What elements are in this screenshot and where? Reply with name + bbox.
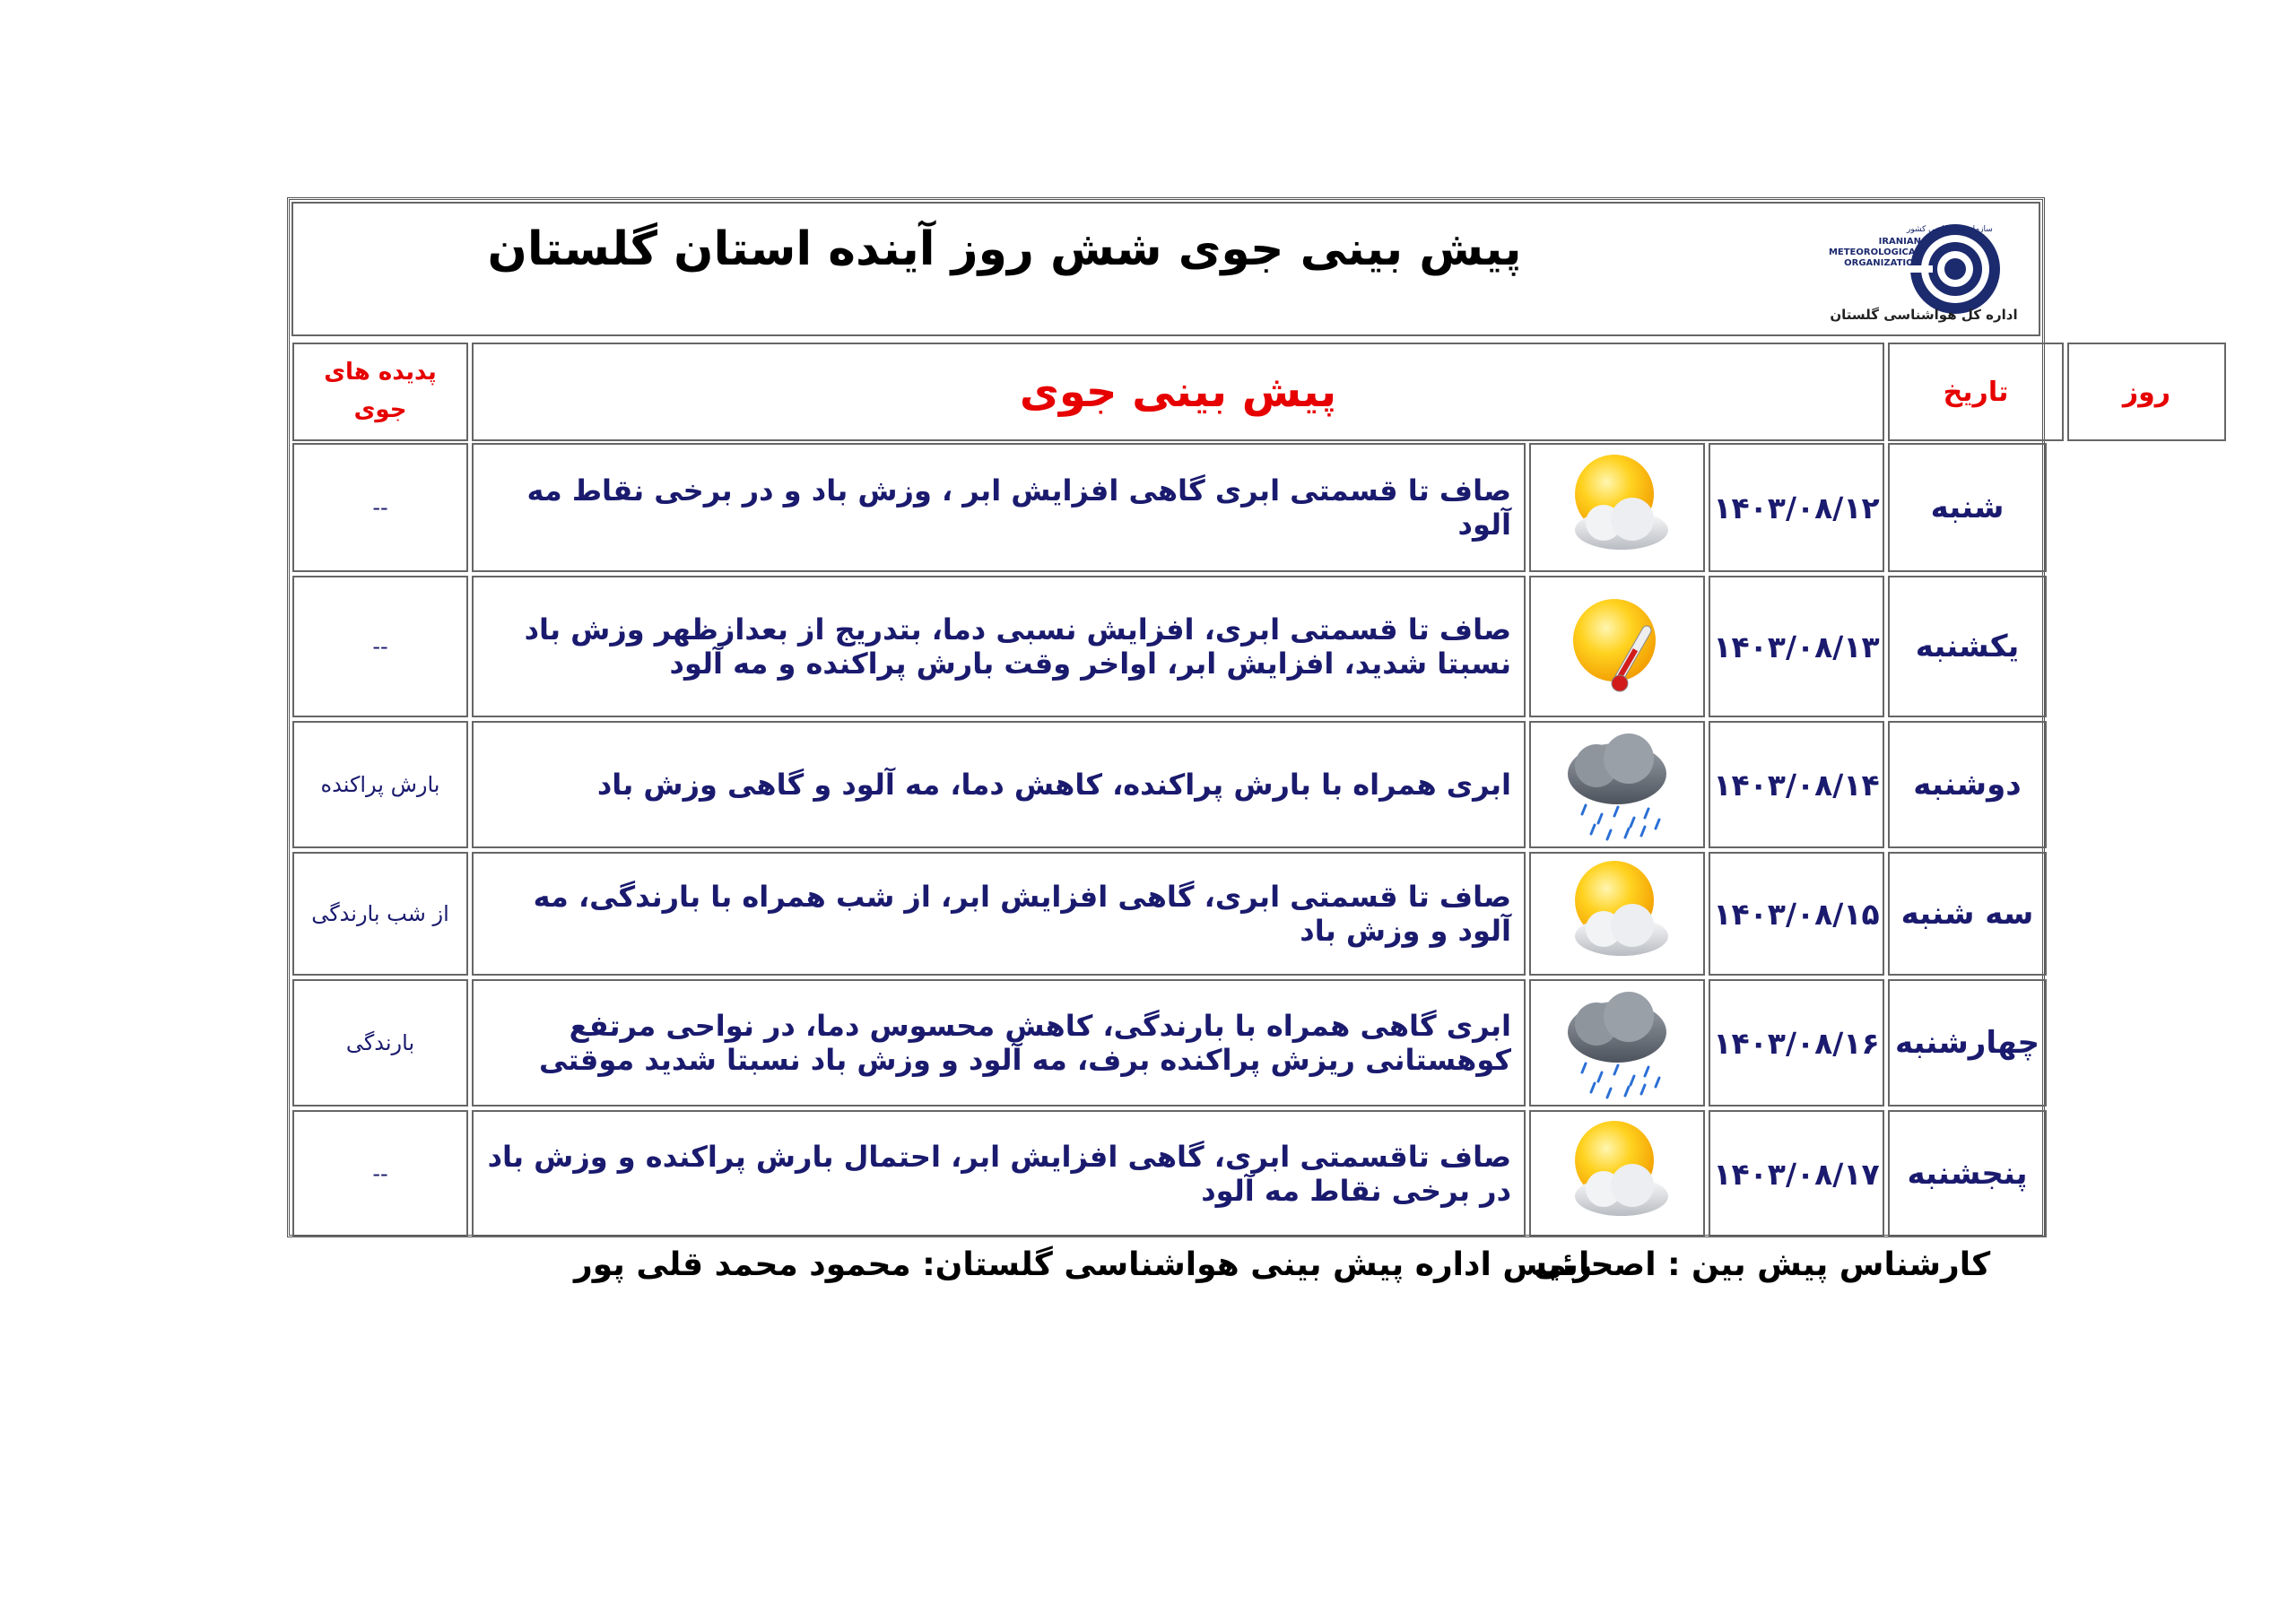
weather-icon-cell bbox=[1529, 979, 1705, 1107]
day-cell: شنبه bbox=[1888, 443, 2047, 572]
phenomena-cell: از شب بارندگی bbox=[292, 852, 468, 976]
footer-head: رئیس اداره پیش بینی هواشناسی گلستان: محمود محمد قلی پور bbox=[574, 1246, 1593, 1283]
forecast-row bbox=[292, 1110, 2047, 1237]
weather-icon-cell bbox=[1529, 443, 1705, 572]
day-cell: یکشنبه bbox=[1888, 576, 2047, 717]
rain-cloud-icon bbox=[1559, 828, 1675, 845]
table-header-row bbox=[292, 343, 2226, 441]
logo-org-en-2: METEOROLOGICAL bbox=[1828, 247, 1921, 257]
forecast-row bbox=[292, 852, 2047, 976]
forecast-rows bbox=[289, 439, 2050, 1241]
forecast-description: ابری همراه با بارش پراکنده، کاهش دما، مه آلود و گاهی وزش باد bbox=[472, 721, 1526, 848]
date-cell: ۱۴۰۳/۰۸/۱۵ bbox=[1709, 852, 1884, 976]
header-forecast: پیش بینی جوی bbox=[472, 343, 1884, 441]
weather-icon-cell bbox=[1529, 576, 1705, 717]
date-cell: ۱۴۰۳/۰۸/۱۲ bbox=[1709, 443, 1884, 572]
weather-icon-cell bbox=[1529, 852, 1705, 976]
weather-icon-cell bbox=[1529, 721, 1705, 848]
day-cell: چهارشنبه bbox=[1888, 979, 2047, 1107]
forecast-row bbox=[292, 443, 2047, 572]
day-cell: دوشنبه bbox=[1888, 721, 2047, 848]
logo-org-fa: سازمان هواشناسی کشور bbox=[1907, 225, 1993, 234]
forecast-row bbox=[292, 721, 2047, 848]
date-cell: ۱۴۰۳/۰۸/۱۶ bbox=[1709, 979, 1884, 1107]
sun-thermometer-icon bbox=[1559, 690, 1675, 707]
date-cell: ۱۴۰۳/۰۸/۱۷ bbox=[1709, 1110, 1884, 1237]
phenomena-cell: -- bbox=[292, 576, 468, 717]
forecast-row bbox=[292, 979, 2047, 1107]
footer-forecaster: کارشناس پیش بین : اصحابی bbox=[1534, 1246, 1991, 1283]
forecast-description: صاف تا قسمتی ابری، افزایش نسبی دما، بتدریج از بعدازظهر وزش باد نسبتا شدید، افزایش ابر، اواخر وقت بارش پراکنده و مه آلود bbox=[472, 576, 1526, 717]
weather-icon-cell bbox=[1529, 1110, 1705, 1237]
sun-cloud-icon bbox=[1559, 1217, 1675, 1234]
logo-org-en-3: ORGANIZATION bbox=[1844, 258, 1921, 268]
header-day: روز bbox=[2067, 343, 2226, 441]
logo-org-en-1: IRANIAN bbox=[1878, 237, 1921, 247]
day-cell: پنجشنبه bbox=[1888, 1110, 2047, 1237]
phenomena-cell: بارش پراکنده bbox=[292, 721, 468, 848]
rain-cloud-icon bbox=[1559, 1086, 1675, 1103]
header-phenomena: پدیده های جوی bbox=[292, 343, 468, 441]
day-cell: سه شنبه bbox=[1888, 852, 2047, 976]
header-date: تاریخ bbox=[1888, 343, 2064, 441]
forecast-description: صاف تا قسمتی ابری گاهی افزایش ابر ، وزش باد و در برخی نقاط مه آلود bbox=[472, 443, 1526, 572]
forecast-table bbox=[289, 339, 2230, 445]
phenomena-cell: -- bbox=[292, 1110, 468, 1237]
page-title: پیش بینی جوی شش روز آینده استان گلستان bbox=[487, 222, 1522, 276]
forecast-description: صاف تا قسمتی ابری، گاهی افزایش ابر، از شب همراه با بارندگی، مه آلود و وزش باد bbox=[472, 852, 1526, 976]
sun-cloud-icon bbox=[1559, 957, 1675, 974]
forecast-description: ابری گاهی همراه با بارندگی، کاهش محسوس دما، در نواحی مرتفع کوهستانی ریزش پراکنده برف، مه آلود و وزش باد نسبتا شدید موقتی bbox=[472, 979, 1526, 1107]
date-cell: ۱۴۰۳/۰۸/۱۴ bbox=[1709, 721, 1884, 848]
forecast-description: صاف تاقسمتی ابری، گاهی افزایش ابر، احتمال بارش پراکنده و وزش باد در برخی نقاط مه آلود bbox=[472, 1110, 1526, 1237]
logo-caption: اداره کل هواشناسی گلستان bbox=[1830, 307, 2018, 323]
phenomena-cell: بارندگی bbox=[292, 979, 468, 1107]
forecast-row bbox=[292, 576, 2047, 717]
date-cell: ۱۴۰۳/۰۸/۱۳ bbox=[1709, 576, 1884, 717]
sun-cloud-icon bbox=[1559, 551, 1675, 568]
phenomena-cell: -- bbox=[292, 443, 468, 572]
